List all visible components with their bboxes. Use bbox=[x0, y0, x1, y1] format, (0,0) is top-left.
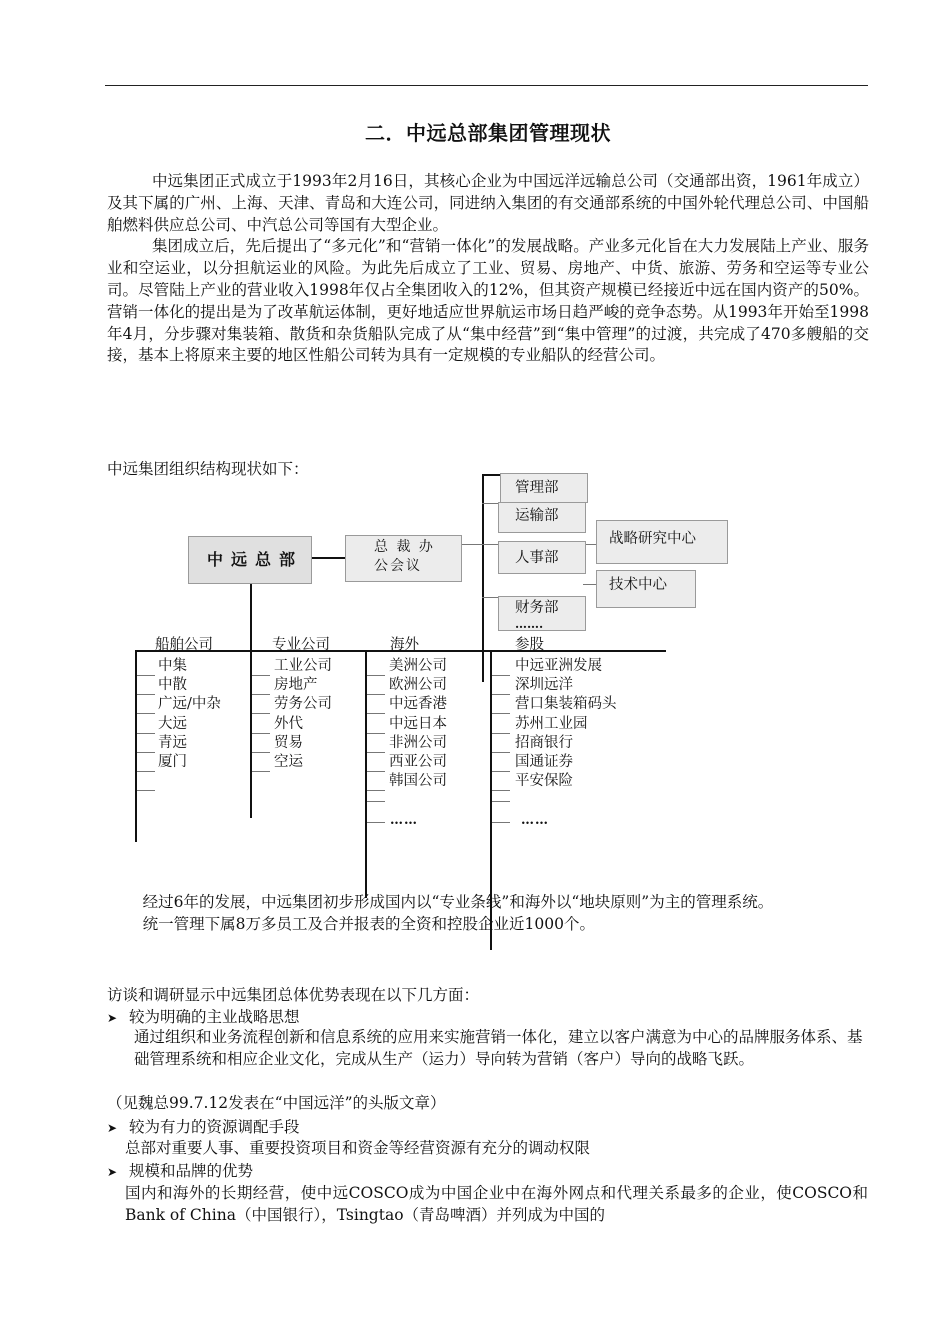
tick bbox=[367, 752, 385, 753]
bullet-icon: ➤ bbox=[107, 1011, 118, 1025]
specialty-company-item: 空运 bbox=[274, 754, 303, 770]
after-text bbox=[107, 892, 869, 936]
tick bbox=[367, 675, 385, 676]
tick bbox=[252, 694, 270, 695]
overseas-company-item: 欧洲公司 bbox=[389, 677, 447, 693]
advantage-3-title bbox=[107, 1159, 253, 1181]
tick bbox=[137, 694, 155, 695]
equity-company-item: 平安保险 bbox=[515, 773, 573, 789]
specialty-company-item: 房地产 bbox=[274, 677, 318, 693]
ship-company-item: 大远 bbox=[158, 716, 187, 732]
ship-company-item: 厦门 bbox=[158, 754, 187, 770]
office-dept-connector bbox=[462, 544, 482, 545]
equity-more: …… bbox=[521, 813, 549, 828]
tick bbox=[367, 694, 385, 695]
specialty-company-item: 贸易 bbox=[274, 735, 303, 751]
dept-branch-line bbox=[482, 474, 500, 476]
column-line-overseas bbox=[365, 650, 367, 898]
specialty-company-item: 外代 bbox=[274, 716, 303, 732]
ship-company-item: 广远/中杂 bbox=[158, 696, 221, 712]
tick bbox=[492, 801, 510, 802]
dept-box-management: 管理部 bbox=[500, 473, 588, 503]
ship-company-item: 中散 bbox=[158, 677, 187, 693]
specialty-company-item: 工业公司 bbox=[274, 658, 332, 674]
tick bbox=[252, 733, 270, 734]
survey-intro: 访谈和调研显示中远集团总体优势表现在以下几方面： bbox=[107, 986, 480, 1004]
section-heading: 二．中远总部集团管理现状 bbox=[365, 121, 611, 145]
tick bbox=[367, 771, 385, 772]
tick bbox=[252, 675, 270, 676]
overseas-company-item: 中远香港 bbox=[389, 696, 447, 712]
advantage-3-body: 国内和海外的长期经营，使中远COSCO成为中国企业中在海外网点和代理关系最多的企业，使COSCO和Bank of China（中国银行），Tsingtao（青岛啤酒）并列成为中国的 bbox=[125, 1184, 868, 1224]
overseas-company-item: 西亚公司 bbox=[389, 754, 447, 770]
dept-more: ……. bbox=[515, 617, 544, 631]
equity-company-item: 苏州工业园 bbox=[515, 716, 588, 732]
intro-paragraph-2: 集团成立后，先后提出了“多元化”和“营销一体化”的发展战略。产业多元化旨在大力发展陆上产业、服务业和空运业，以分担航运业的风险。为此先后成立了工业、贸易、房地产、中货、旅游、劳务和空运等专业公司。尽管陆上产业的营业收入1998年仅占全集团收入的12%，但其资产规模已经接近中远在国内资产的50%。营销一体化的提出是为了改革航运体制，更好地适应世界航运市场日趋严峻的竞争态势。从1993年开始至1998年4月，分步骤对集装箱、散货和杂货船队完成了从“集中经营”到“集中管理”的过渡，共完成了470多艘船的交接，基本上将原来主要的地区性船公司转为具有一定规模的专业船队的经营公司。 bbox=[107, 237, 869, 365]
tick bbox=[492, 694, 510, 695]
overseas-company-item: 韩国公司 bbox=[389, 773, 447, 789]
tick bbox=[252, 752, 270, 753]
column-head-ship: 船舶公司 bbox=[155, 637, 213, 653]
center-box-strategy: 战略研究中心 bbox=[596, 520, 728, 564]
org-intro: 中远集团组织结构现状如下： bbox=[107, 460, 309, 478]
office-label-line2: 公会议 bbox=[374, 558, 422, 574]
center-branch-line bbox=[583, 584, 597, 585]
tick bbox=[492, 713, 510, 714]
intro-text bbox=[107, 171, 869, 367]
overseas-company-item: 美洲公司 bbox=[389, 658, 447, 674]
equity-company-item: 招商银行 bbox=[515, 735, 573, 751]
office-box bbox=[345, 535, 462, 582]
equity-company-item: 深圳远洋 bbox=[515, 677, 573, 693]
advantage-title: 较为有力的资源调配手段 bbox=[129, 1118, 300, 1136]
equity-company-item: 中远亚洲发展 bbox=[515, 658, 602, 674]
advantage-1-title bbox=[107, 1005, 300, 1027]
ship-company-item: 中集 bbox=[158, 658, 187, 674]
advantage-title: 规模和品牌的优势 bbox=[129, 1162, 254, 1180]
tick bbox=[367, 801, 385, 802]
intro-paragraph-1: 中远集团正式成立于1993年2月16日，其核心企业为中国远洋远输总公司（交通部出资，1961年成立）及其下属的广州、上海、天津、青岛和大连公司，同进纳入集团的有交通部系统的中国外轮代理总公司、中国船舶燃料供应总公司、中汽总公司等国有大型企业。 bbox=[107, 172, 869, 234]
tick bbox=[137, 733, 155, 734]
tick bbox=[367, 790, 385, 791]
tick bbox=[137, 771, 155, 772]
equity-company-item: 国通证券 bbox=[515, 754, 573, 770]
overseas-company-item: 非洲公司 bbox=[389, 735, 447, 751]
tick bbox=[367, 822, 385, 823]
overseas-company-item: 中远日本 bbox=[389, 716, 447, 732]
source-note: （见魏总99.7.12发表在“中国远洋”的头版文章） bbox=[107, 1094, 446, 1112]
tick bbox=[492, 822, 510, 823]
advantage-2-title bbox=[107, 1115, 300, 1137]
dept-box-finance bbox=[498, 596, 586, 631]
column-head-equity: 参股 bbox=[515, 637, 544, 653]
after-paragraph-2: 统一管理下属8万多员工及合并报表的全资和控股企业近1000个。 bbox=[142, 914, 595, 933]
dept-box-hr: 人事部 bbox=[498, 541, 586, 574]
tick bbox=[367, 733, 385, 734]
column-head-overseas: 海外 bbox=[390, 637, 419, 653]
equity-company-item: 营口集装箱码头 bbox=[515, 696, 617, 712]
tick bbox=[137, 752, 155, 753]
tick bbox=[252, 771, 270, 772]
tick bbox=[492, 733, 510, 734]
center-box-tech: 技术中心 bbox=[596, 570, 696, 608]
tick bbox=[367, 713, 385, 714]
tick bbox=[492, 752, 510, 753]
tick bbox=[492, 790, 510, 791]
top-rule bbox=[105, 85, 868, 86]
tick bbox=[137, 675, 155, 676]
hq-office-connector bbox=[312, 557, 345, 559]
tick bbox=[137, 790, 155, 791]
dept-box-transport: 运输部 bbox=[498, 502, 586, 533]
advantage-2-body: 总部对重要人事、重要投资项目和资金等经营资源有充分的调动权限 bbox=[125, 1139, 591, 1157]
advantage-1-body: 通过组织和业务流程创新和信息系统的应用来实施营销一体化，建立以客户满意为中心的品牌服务体系、基础管理系统和相应企业文化，完成从生产（运力）导向转为营销（客户）导向的战略飞跃。 bbox=[134, 1028, 863, 1068]
hq-box: 中远总部 bbox=[188, 536, 312, 584]
dept-finance-label: 财务部 bbox=[515, 600, 559, 616]
tick bbox=[492, 771, 510, 772]
specialty-company-item: 劳务公司 bbox=[274, 696, 332, 712]
advantage-title: 较为明确的主业战略思想 bbox=[129, 1008, 300, 1026]
overseas-more: …… bbox=[390, 813, 418, 828]
bullet-icon: ➤ bbox=[107, 1165, 118, 1179]
hq-down-line bbox=[250, 584, 252, 650]
column-line-ship bbox=[135, 650, 137, 842]
column-head-specialty: 专业公司 bbox=[272, 637, 330, 653]
tick bbox=[252, 713, 270, 714]
tick bbox=[492, 675, 510, 676]
bullet-icon: ➤ bbox=[107, 1121, 118, 1135]
after-paragraph-1: 经过6年的发展，中远集团初步形成国内以“专业条线”和海外以“地块原则”为主的管理系统。 bbox=[142, 893, 774, 911]
office-label-line1: 总 裁 办 bbox=[374, 539, 435, 555]
tick bbox=[137, 713, 155, 714]
ship-company-item: 青远 bbox=[158, 735, 187, 751]
